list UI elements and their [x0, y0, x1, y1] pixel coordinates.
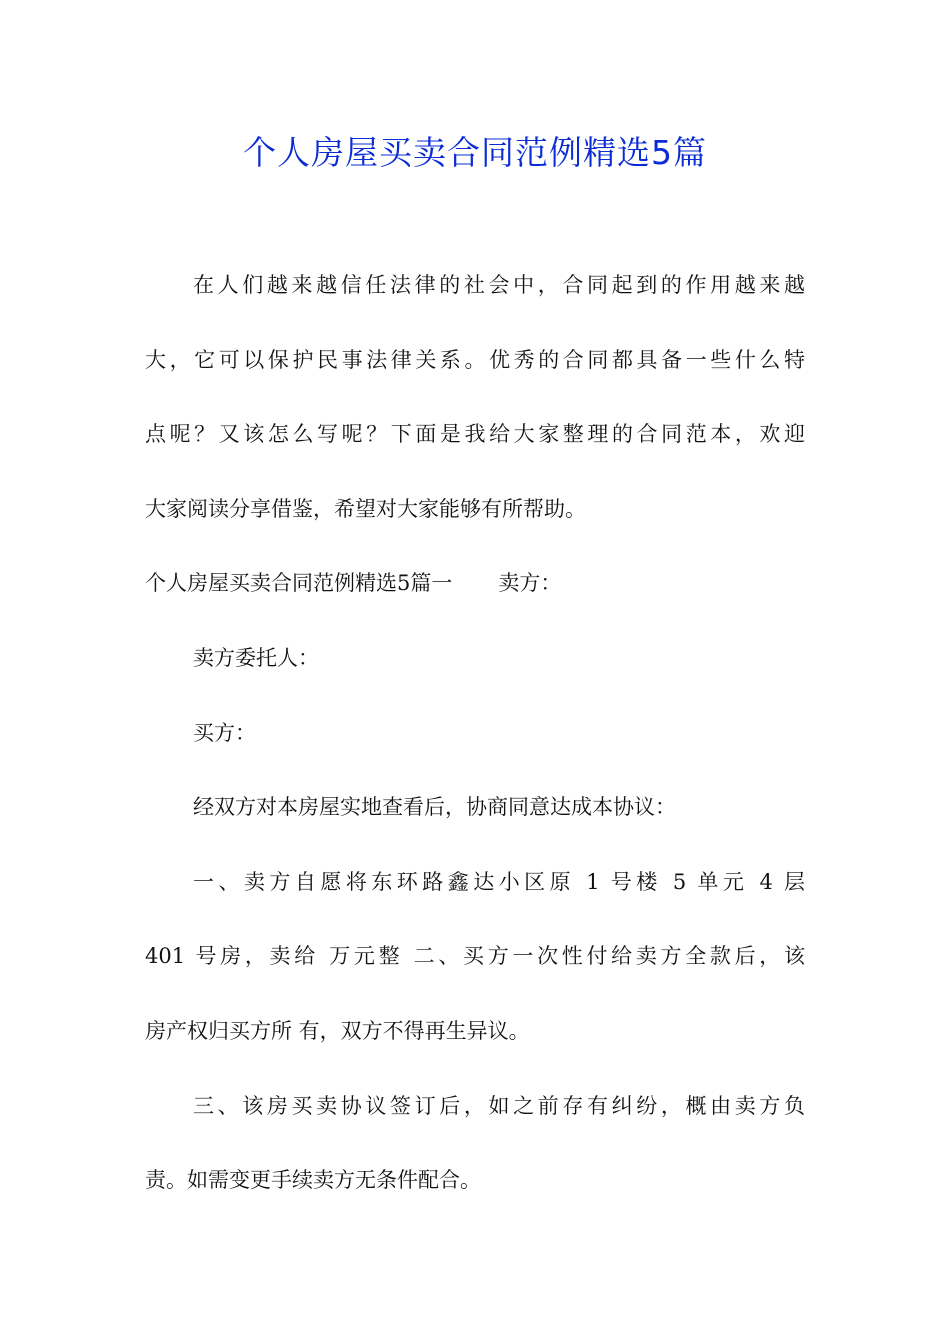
agreement-line: 经双方对本房屋实地查看后，协商同意达成本协议： [193, 795, 676, 820]
intro-line-1: 在人们越来越信任法律的社会中，合同起到的作用越来越 [193, 273, 805, 297]
document-title: 个人房屋买卖合同范例精选5篇 [243, 133, 707, 172]
seller-agent-label: 卖方委托人： [193, 645, 319, 670]
document-body [145, 258, 805, 1228]
seller-label: 卖方： [498, 571, 562, 596]
intro-line-2: 大，它可以保护民事法律关系。优秀的合同都具备一些什么特 [145, 347, 805, 372]
clause-one-line-3: 房产权归买方所 有，双方不得再生异议。 [145, 1018, 530, 1043]
clause-three-line-1: 三、该房买卖协议签订后，如之前存有纠纷，概由卖方负 [193, 1093, 805, 1118]
clause-one-line-1: 一、卖方自愿将东环路鑫达小区原 1 号楼 5 单元 4 层 [193, 869, 805, 894]
intro-line-3: 点呢？又该怎么写呢？下面是我给大家整理的合同范本，欢迎 [145, 422, 805, 447]
buyer-label: 买方： [193, 720, 256, 745]
clause-one-line-2: 401 号房，卖给 万元整 二、买方一次性付给卖方全款后，该 [145, 944, 805, 969]
section-heading: 个人房屋买卖合同范例精选5篇一 [145, 571, 453, 596]
intro-line-4: 大家阅读分享借鉴，希望对大家能够有所帮助。 [145, 496, 586, 521]
clause-three-line-2: 责。如需变更手续卖方无条件配合。 [145, 1168, 481, 1193]
section-heading-line [145, 556, 805, 631]
